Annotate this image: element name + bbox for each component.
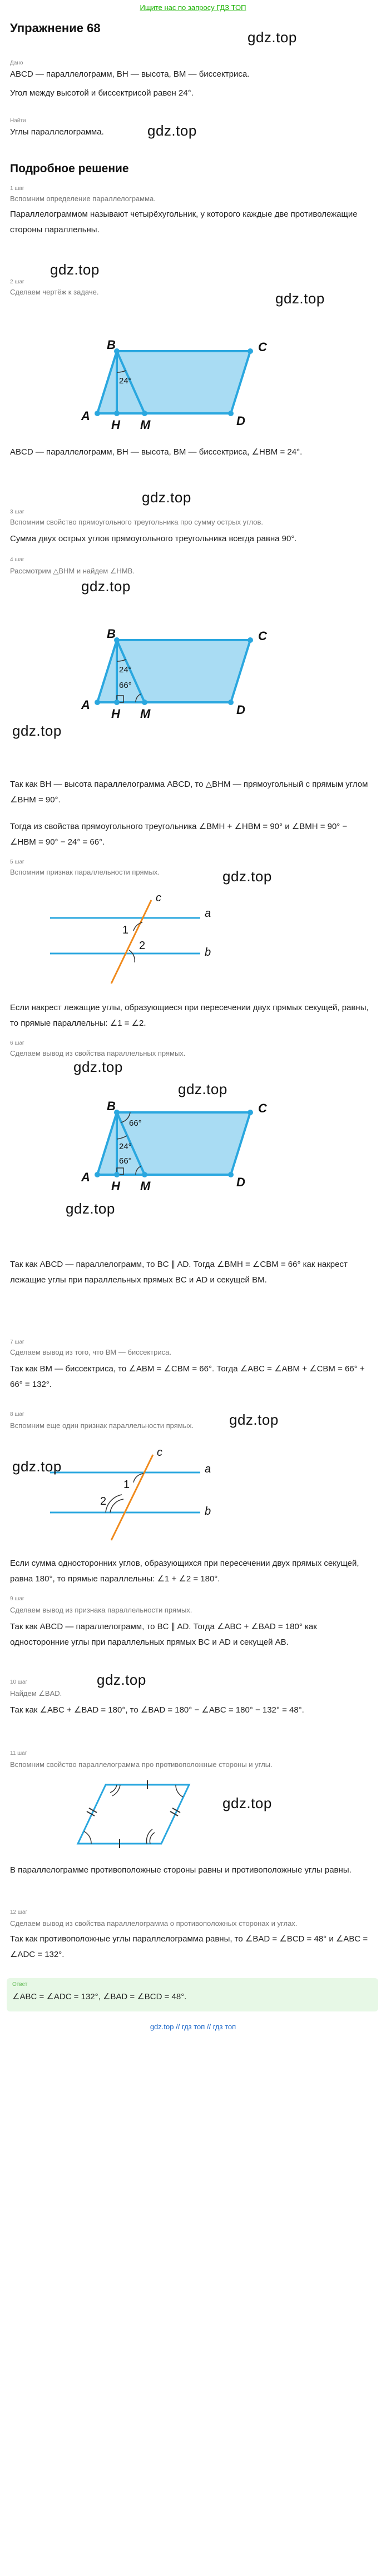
figure-parallelogram-2 (61, 600, 295, 722)
watermark: gdz.top (81, 578, 131, 595)
given-line-2: Угол между высотой и биссектрисой равен 24°. (10, 88, 194, 98)
step-text: В параллелограмме противоположные стороны равны и противоположные углы равны. (10, 1865, 352, 1875)
step-text: Тогда из свойства прямоугольного треугольника ∠BMH + ∠HBM = 90° и ∠BMH = 90° − ∠HBM = 90° − 24° = 66°. (10, 822, 348, 847)
label-M: M (140, 1179, 151, 1192)
step-hint: Вспомним еще один признак параллельности прямых. (10, 1421, 194, 1430)
step-hint: Сделаем вывод из того, что BM — биссектриса. (10, 1348, 172, 1356)
given-line-1: ABCD — параллелограмм, BH — высота, BM — биссектриса. (10, 69, 250, 79)
step-label: 8 шаг (10, 1411, 24, 1417)
label-C: C (258, 1101, 267, 1115)
label-B: B (107, 338, 116, 352)
step-label: 7 шаг (10, 1339, 24, 1345)
label-1: 1 (123, 1479, 130, 1491)
label-B: B (107, 1099, 116, 1113)
label-H: H (111, 707, 120, 721)
answer-text: ∠ABC = ∠ADC = 132°, ∠BAD = ∠BCD = 48°. (12, 1992, 187, 2001)
step-label: 1 шаг (10, 186, 24, 192)
watermark: gdz.top (50, 261, 100, 278)
step-hint: Рассмотрим △BHM и найдем ∠HMB. (10, 567, 135, 575)
step-text: Если сумма односторонних углов, образующихся при пересечении двух прямых секущей, равна 180°, то прямые параллельны: ∠1 + ∠2 = 180°. (10, 1559, 359, 1584)
label-2: 2 (100, 1495, 107, 1507)
step-label: 11 шаг (10, 1750, 27, 1756)
watermark: gdz.top (142, 489, 191, 506)
step-label: 3 шаг (10, 509, 24, 515)
label-angle-66-top: 66° (129, 1119, 142, 1128)
step-text: Так как BH — высота параллелограмма ABCD, то △BHM — прямоугольный с прямым углом ∠BHM = 90°. (10, 780, 368, 805)
footer-links[interactable]: gdz.top // гдз топ // гдз топ (150, 2023, 236, 2031)
answer-box (7, 1978, 378, 2011)
step-text: Если накрест лежащие углы, образующиеся при пересечении двух прямых секущей, равны, то прямые параллельны: ∠1 = ∠2. (10, 1003, 369, 1028)
step-label: 10 шаг (10, 1679, 28, 1685)
step-hint: Вспомним признак параллельности прямых. (10, 868, 160, 876)
step-text: Так как противоположные углы параллелограмма равны, то ∠BAD = ∠BCD = 48° и ∠ABC = ∠ADC = 132°. (10, 1934, 368, 1959)
step-label: 5 шаг (10, 859, 24, 865)
step-hint: Сделаем чертёж к задаче. (10, 288, 99, 296)
label-angle-24: 24° (119, 665, 132, 675)
label-D: D (236, 703, 245, 717)
step-text: Сумма двух острых углов прямоугольного треугольника всегда равна 90°. (10, 534, 297, 543)
step-text: Так как ∠ABC + ∠BAD = 180°, то ∠BAD = 180° − ∠ABC = 180° − 132° = 48°. (10, 1705, 304, 1715)
label-a: a (205, 1463, 211, 1475)
top-search-link[interactable]: Ищите нас по запросу ГДЗ ТОП (140, 3, 246, 12)
label-b: b (205, 946, 211, 958)
watermark: gdz.top (147, 122, 197, 139)
find-text: Углы параллелограмма. (10, 127, 104, 137)
figure-parallelogram-4 (67, 1773, 200, 1856)
solution-title: Подробное решение (10, 162, 129, 175)
watermark: gdz.top (222, 868, 272, 885)
step-label: 6 шаг (10, 1040, 24, 1046)
watermark: gdz.top (97, 1671, 146, 1688)
label-H: H (111, 418, 120, 432)
watermark: gdz.top (275, 290, 325, 307)
figure-parallelogram-1 (61, 311, 295, 433)
label-c: c (156, 892, 161, 904)
step-text: Так как ABCD — параллелограмм, то BC ∥ AD. Тогда ∠BMH = ∠CBM = 66° как накрест лежащие углы при параллельных прямых BC и AD и секущей BM. (10, 1260, 348, 1285)
label-2: 2 (139, 940, 146, 952)
label-angle-24: 24° (119, 1142, 132, 1151)
label-M: M (140, 707, 151, 721)
label-C: C (258, 340, 267, 354)
label-D: D (236, 414, 245, 428)
given-label: Дано (10, 60, 23, 66)
label-M: M (140, 418, 151, 432)
step-hint: Сделаем вывод из признака параллельности прямых. (10, 1606, 192, 1614)
label-H: H (111, 1179, 120, 1192)
label-angle-24: 24° (119, 376, 132, 386)
watermark: gdz.top (248, 29, 297, 46)
watermark: gdz.top (12, 722, 62, 739)
step-text: Так как ABCD — параллелограмм, то BC ∥ AD. Тогда ∠ABC + ∠BAD = 180° как односторонние углы при параллельных прямых BC и AD и секущей AB. (10, 1622, 317, 1647)
answer-label: Ответ (12, 1981, 28, 1988)
step-hint: Найдем ∠BAD. (10, 1689, 62, 1698)
figure-parallelogram-3 (61, 1072, 295, 1192)
label-A: A (81, 1170, 90, 1184)
watermark: gdz.top (222, 1795, 272, 1811)
find-label: Найти (10, 118, 26, 124)
step-label: 2 шаг (10, 279, 24, 285)
page-title: Упражнение 68 (10, 21, 101, 35)
step-hint: Сделаем вывод из свойства параллельных прямых. (10, 1049, 186, 1057)
step-hint: Сделаем вывод из свойства параллелограмма о противоположных сторонах и углах. (10, 1919, 298, 1928)
watermark: gdz.top (178, 1081, 227, 1097)
label-angle-66: 66° (119, 1156, 132, 1166)
step-text: Так как BM — биссектриса, то ∠ABM = ∠CBM = 66°. Тогда ∠ABC = ∠ABM + ∠CBM = 66° + 66° = 132°. (10, 1364, 365, 1389)
figure-transversal-2 (50, 1445, 217, 1545)
label-a: a (205, 907, 211, 920)
label-A: A (81, 698, 90, 712)
step-label: 12 шаг (10, 1909, 28, 1915)
step-label: 4 шаг (10, 557, 24, 563)
label-A: A (81, 409, 90, 423)
step-text: Параллелограммом называют четырёхугольник, у которого каждые две противолежащие стороны параллельны. (10, 209, 358, 234)
figure-transversal-1 (50, 889, 217, 986)
watermark: gdz.top (73, 1059, 123, 1075)
watermark: gdz.top (229, 1411, 279, 1428)
step-text: ABCD — параллелограмм, BH — высота, BM — биссектриса, ∠HBM = 24°. (10, 447, 303, 457)
step-label: 9 шаг (10, 1596, 24, 1602)
label-D: D (236, 1175, 245, 1189)
label-angle-66: 66° (119, 681, 132, 690)
step-hint: Вспомним определение параллелограмма. (10, 194, 156, 203)
label-B: B (107, 627, 116, 641)
step-hint: Вспомним свойство прямоугольного треугольника про сумму острых углов. (10, 518, 264, 526)
watermark: gdz.top (66, 1200, 115, 1217)
label-1: 1 (122, 924, 129, 936)
watermark: gdz.top (12, 1458, 62, 1475)
step-hint: Вспомним свойство параллелограмма про противоположные стороны и углы. (10, 1760, 273, 1769)
label-c: c (157, 1446, 162, 1459)
label-b: b (205, 1505, 211, 1517)
label-C: C (258, 629, 267, 643)
